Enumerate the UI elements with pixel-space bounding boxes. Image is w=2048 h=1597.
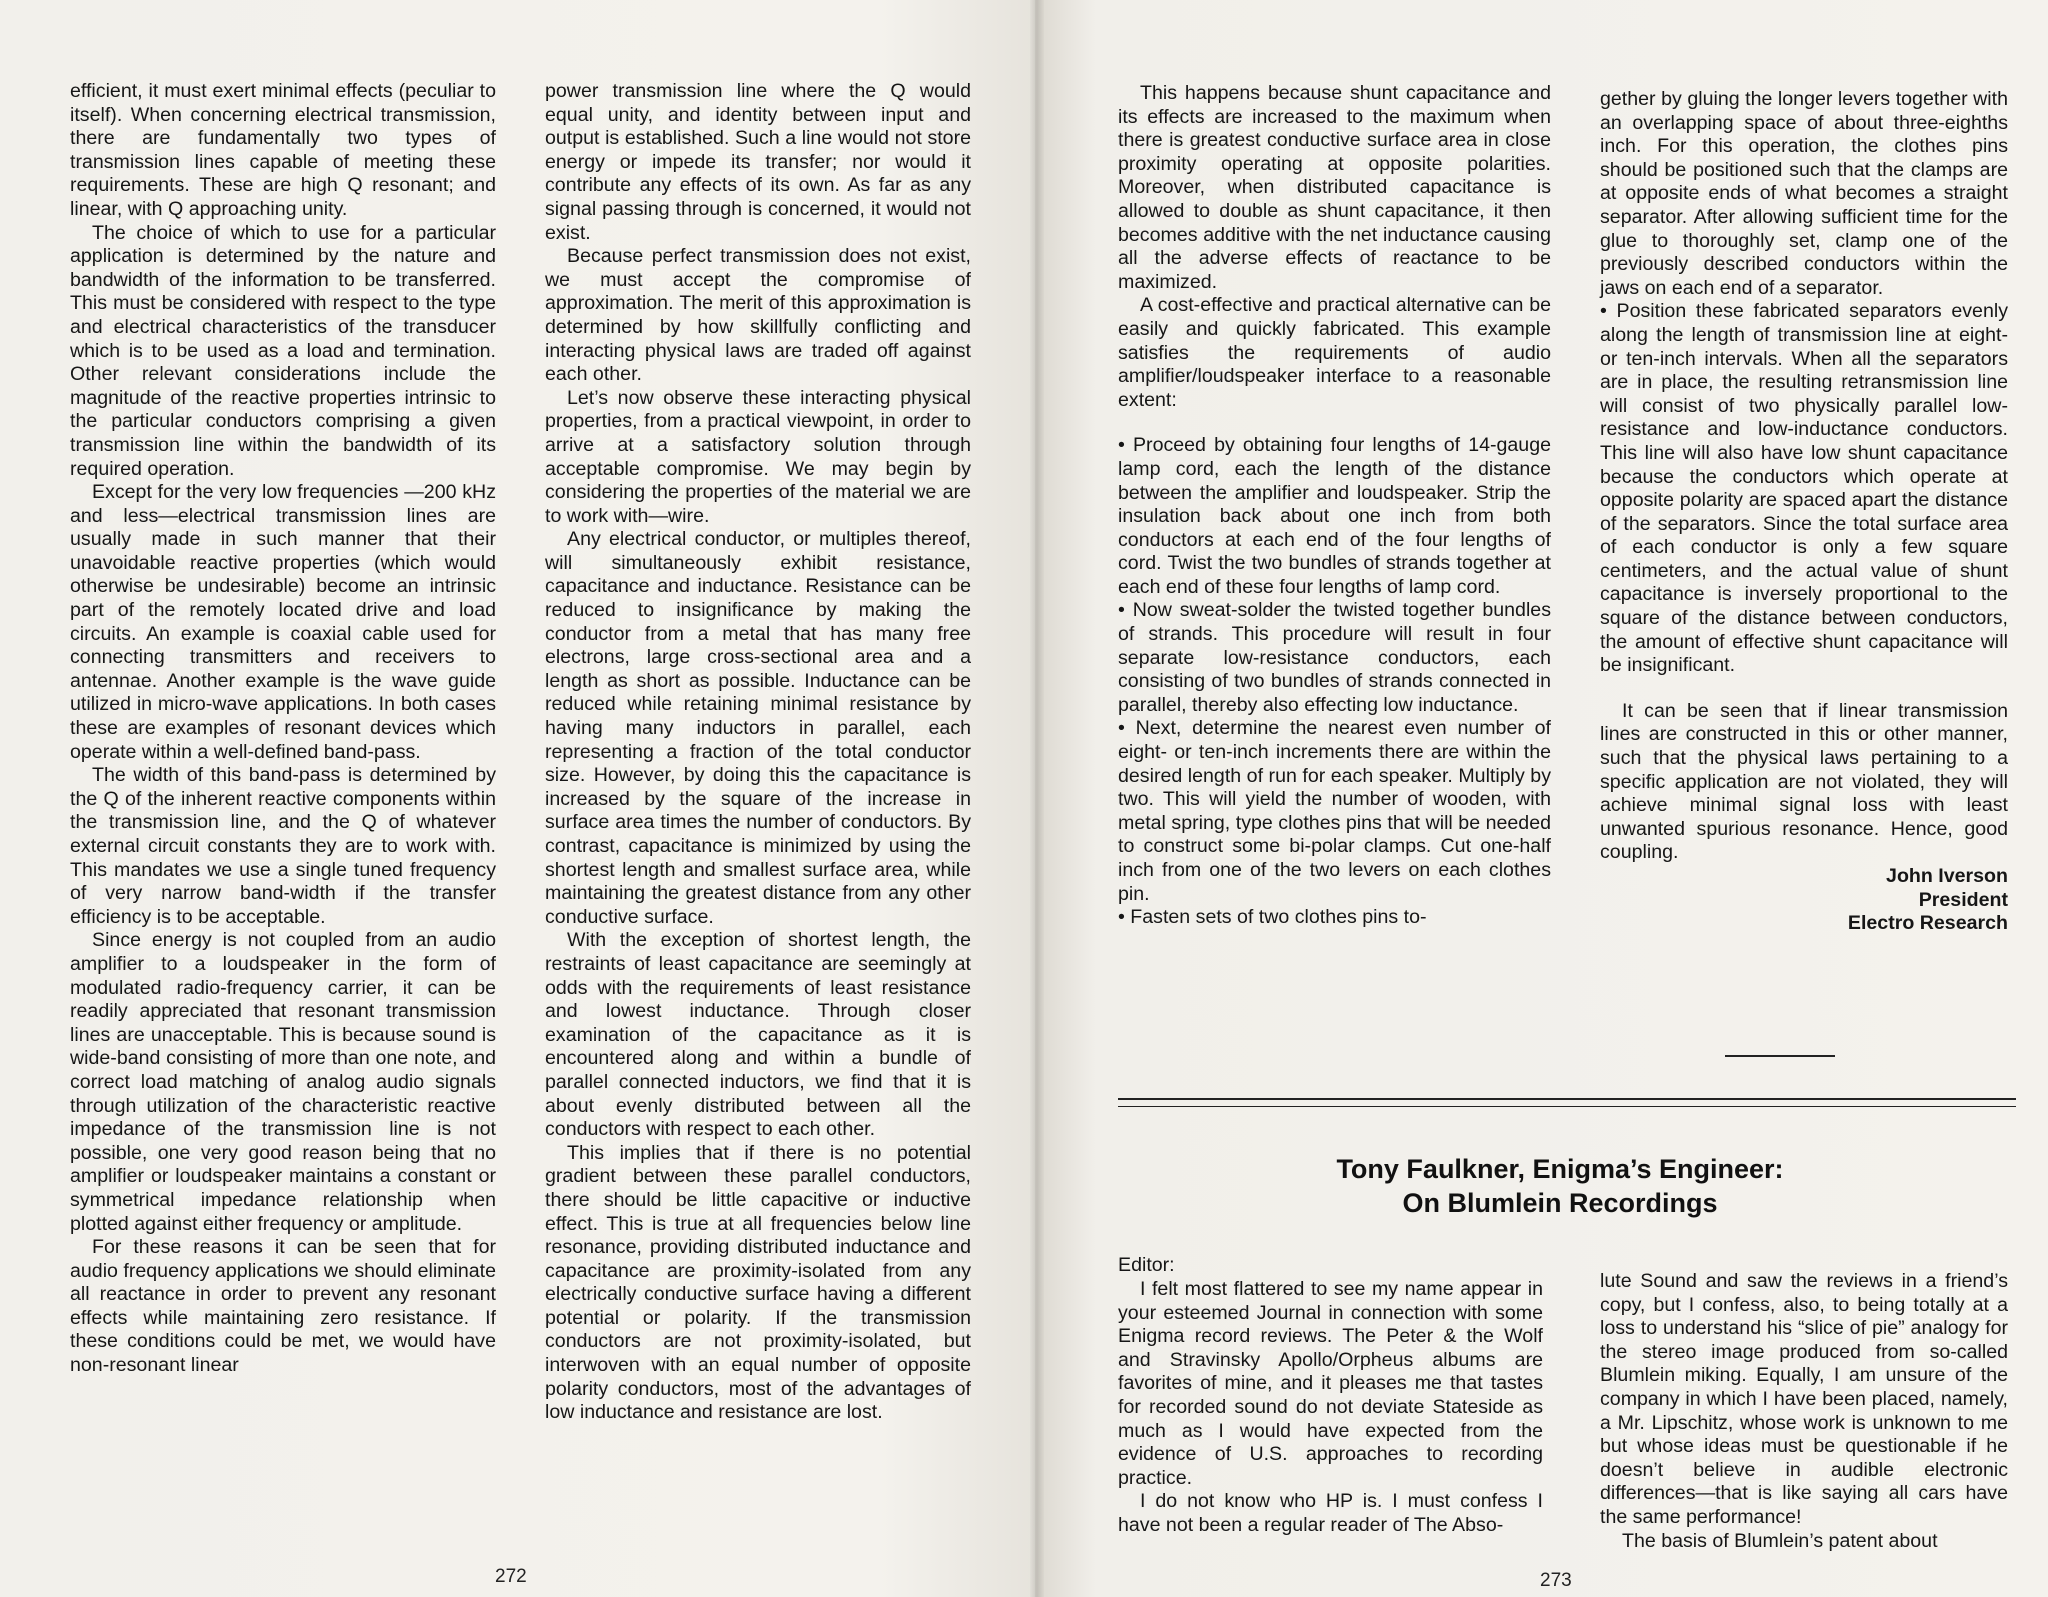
bullet-item: • Now sweat-solder the twisted together bundles of strands. This procedure will result in four separate low-resistance conductors, each consisting of two bundles of strands connected in parallel, thereby also effecting low inductance. <box>1118 599 1551 716</box>
paragraph: The basis of Blumlein’s patent about <box>1622 1529 1938 1552</box>
bullet-item: • Proceed by obtaining four lengths of 14-gauge lamp cord, each the length of the distance between the amplifier and loudspeaker. Strip the insulation back about one inch from both conductors at each end of the four lengths of cord. Twist the two bundles of strands together at each end of these four lengths of lamp cord. <box>1118 434 1551 598</box>
paragraph: I felt most flattered to see my name appear in your esteemed Journal in connection with some Enigma record reviews. The Peter & the Wolf and Stravinsky Apollo/Orpheus albums are favorites of mine, and it pleases me that tastes for recorded sound do not deviate Stateside as much as I would have expected from the evidence of U.S. approaches to recording practice. <box>1118 1278 1543 1489</box>
paragraph: For these reasons it can be seen that for audio frequency applications we should eliminate all reactance in order to prevent any resonant effects while maintaining zero resistance. If these conditions could be met, we would have non-resonant linear <box>70 1236 496 1377</box>
paragraph: A cost-effective and practical alternative can be easily and quickly fabricated. This example satisfies the requirements of audio amplifier/loudspeaker interface to a reasonable extent: <box>1118 294 1551 411</box>
right-page-column-1 <box>1118 82 1551 930</box>
paragraph: Any electrical conductor, or multiples thereof, will simultaneously exhibit resistance, capacitance and inductance. Resistance can be reduced to insignificance by making the conductor from a metal that has many free electrons, large cross-sectional area and a length as short as possible. Inductance can be reduced while retaining minimal resistance by having many inductors in parallel, each representing a fraction of the total conductor size. However, by doing this the capacitance is increased by the square of the increase in surface area times the number of conductors. By contrast, capacitance is minimized by using the shortest length and smallest surface area, while maintaining the greatest distance from any other conductive surface. <box>545 528 971 928</box>
paragraph: efficient, it must exert minimal effects (peculiar to itself). When concerning electrical transmission, there are fundamentally two types of transmission lines capable of meeting these requirements. These are high Q resonant; and linear, with Q approaching unity. <box>70 80 496 220</box>
article-column-2 <box>1600 1270 2008 1553</box>
headline-line-1: Tony Faulkner, Enigma’s Engineer: <box>1336 1154 1784 1184</box>
paragraph: With the exception of shortest length, the restraints of least capacitance are seemingly at odds with the requirements of least resistance and lowest inductance. Through closer examination of the capacitance as it is encountered along and within a bundle of parallel connected inductors, we find that it is about evenly distributed between all the conductors with respect to each other. <box>545 929 971 1141</box>
left-page-column-1 <box>70 80 496 1378</box>
paragraph: Because perfect transmission does not exist, we must accept the compromise of approximation. The merit of this approximation is determined by how skillfully conflicting and interacting physical laws are traded off against each other. <box>545 245 971 386</box>
paragraph: The choice of which to use for a particular application is determined by the nature and bandwidth of the information to be transferred. This must be considered with respect to the type and electrical characteristics of the transducer which is to be used as a load and termination. Other relevant considerations include the magnitude of the reactive properties intrinsic to the particular conductors comprising a given transmission line within the bandwidth of its required operation. <box>70 221 496 480</box>
signature-rule <box>1725 1055 1835 1057</box>
signature-company: Electro Research <box>1847 912 2008 935</box>
left-page-column-2 <box>545 80 971 1425</box>
paragraph: It can be seen that if linear transmission lines are constructed in this or other manner, such that the physical laws pertaining to a specific application are not violated, they will achieve minimal signal loss with least unwanted spurious resonance. Hence, good coupling. <box>1600 699 2008 864</box>
paragraph: power transmission line where the Q would equal unity, and identity between input and output is established. Such a line would not store energy or impede its transfer; nor would it contribute any effects of its own. As far as any signal passing through is concerned, it would not exist. <box>545 80 971 244</box>
paragraph: I do not know who HP is. I must confess I have not been a regular reader of The Abso- <box>1118 1490 1543 1536</box>
bullet-item: • Next, determine the nearest even number of eight- or ten-inch increments there are within the desired length of run for each speaker. Multiply by two. This will yield the number of wooden, with metal spring, type clothes pins that will be needed to construct some bi-polar clamps. Cut one-half inch from one of the two levers on each clothes pin. <box>1118 717 1551 905</box>
signature-name: John Iverson <box>1886 865 2008 887</box>
right-page-column-2 <box>1600 88 2008 936</box>
paragraph: The width of this band-pass is determined by the Q of the inherent reactive components within the transmission line, and the Q of whatever external circuit constants they are to work with. This mandates we use a single tuned frequency of very narrow band-width if the transfer efficiency is to be acceptable. <box>70 764 496 928</box>
signature-title: President <box>1918 888 2008 911</box>
letter-salutation: Editor: <box>1118 1254 1175 1276</box>
paragraph: Let’s now observe these interacting physical properties, from a practical viewpoint, in order to arrive at a satisfactory solution through acceptable compromise. We may begin by considering the properties of the material we are to work with—wire. <box>545 386 971 527</box>
bullet-item: • Fasten sets of two clothes pins to- <box>1118 906 1427 929</box>
page-number-left: 272 <box>495 1566 527 1587</box>
headline-line-2: On Blumlein Recordings <box>1402 1188 1718 1218</box>
article-column-1 <box>1118 1278 1543 1538</box>
bullet-item: • Position these fabricated separators evenly along the length of transmission line at eight- or ten-inch intervals. When all the separators are in place, the resulting retransmission line will consist of two physically parallel low-resistance and low-inductance conductors. This line will also have low shunt capacitance because the conductors which operate at opposite polarity are spaced apart the distance of the separators. Since the total surface area of each conductor is only a few square centimeters, and the actual value of shunt capacitance is inversely proportional to the square of the distance between conductors, the amount of effective shunt capacitance will be insignificant. <box>1600 300 2008 677</box>
paragraph: lute Sound and saw the reviews in a friend’s copy, but I confess, also, to being totally at a loss to understand his “slice of pie” analogy for the stereo image produced from so-called Blumlein miking. Equally, I am unsure of the company in which I have been placed, namely, a Mr. Lipschitz, whose work is unknown to me but whose ideas must be questionable if he doesn’t believe in audible electronic differences—that is like saying all cars have the same performance! <box>1600 1270 2008 1528</box>
paragraph: Except for the very low frequencies —200 kHz and less—electrical transmission lines are usually made in such manner that their unavoidable reactive properties (which would otherwise be undesirable) become an intrinsic part of the remotely located drive and load circuits. An example is coaxial cable used for connecting transmitters and receivers to antennae. Another example is the wave guide utilized in micro-wave applications. In both cases these are examples of resonant devices which operate within a well-defined band-pass. <box>70 481 496 763</box>
page-number-right: 273 <box>1540 1570 1572 1591</box>
book-gutter <box>1030 0 1044 1597</box>
paragraph: This implies that if there is no potential gradient between these parallel conductors, there should be little capacitive or inductive effect. This is true at all frequencies below line resonance, providing distributed inductance and capacitance are proximity-isolated from any electrically conductive surface having a different potential or polarity. If the transmission conductors are not proximity-isolated, but interwoven with an equal number of opposite polarity conductors, most of the advantages of low inductance and resistance are lost. <box>545 1141 971 1424</box>
paragraph: gether by gluing the longer levers together with an overlapping space of about three-eighths inch. For this operation, the clothes pins should be positioned such that the clamps are at opposite ends of what becomes a straight separator. After allowing sufficient time for the glue to thoroughly set, clamp one of the previously described conductors within the jaws on each end of a separator. <box>1600 88 2008 299</box>
paragraph: This happens because shunt capacitance and its effects are increased to the maximum when there is greatest conductive surface area in close proximity operating at opposite polarities. Moreover, when distributed capacitance is allowed to double as shunt capacitance, it then becomes additive with the net inductance causing all the adverse effects of reactance to be maximized. <box>1118 82 1551 293</box>
paragraph: Since energy is not coupled from an audio amplifier to a loudspeaker in the form of modulated radio-frequency carrier, it can be readily appreciated that resonant transmission lines are unacceptable. This is because sound is wide-band consisting of more than one note, and correct load matching of analog audio signals through utilization of the characteristic reactive impedance of the transmission line is not possible, one very good reason being that no amplifier or loudspeaker maintains a constant or symmetrical impedance relationship when plotted against either frequency or amplitude. <box>70 929 496 1235</box>
section-divider <box>1118 1098 2016 1107</box>
article-headline <box>1200 1152 1920 1220</box>
